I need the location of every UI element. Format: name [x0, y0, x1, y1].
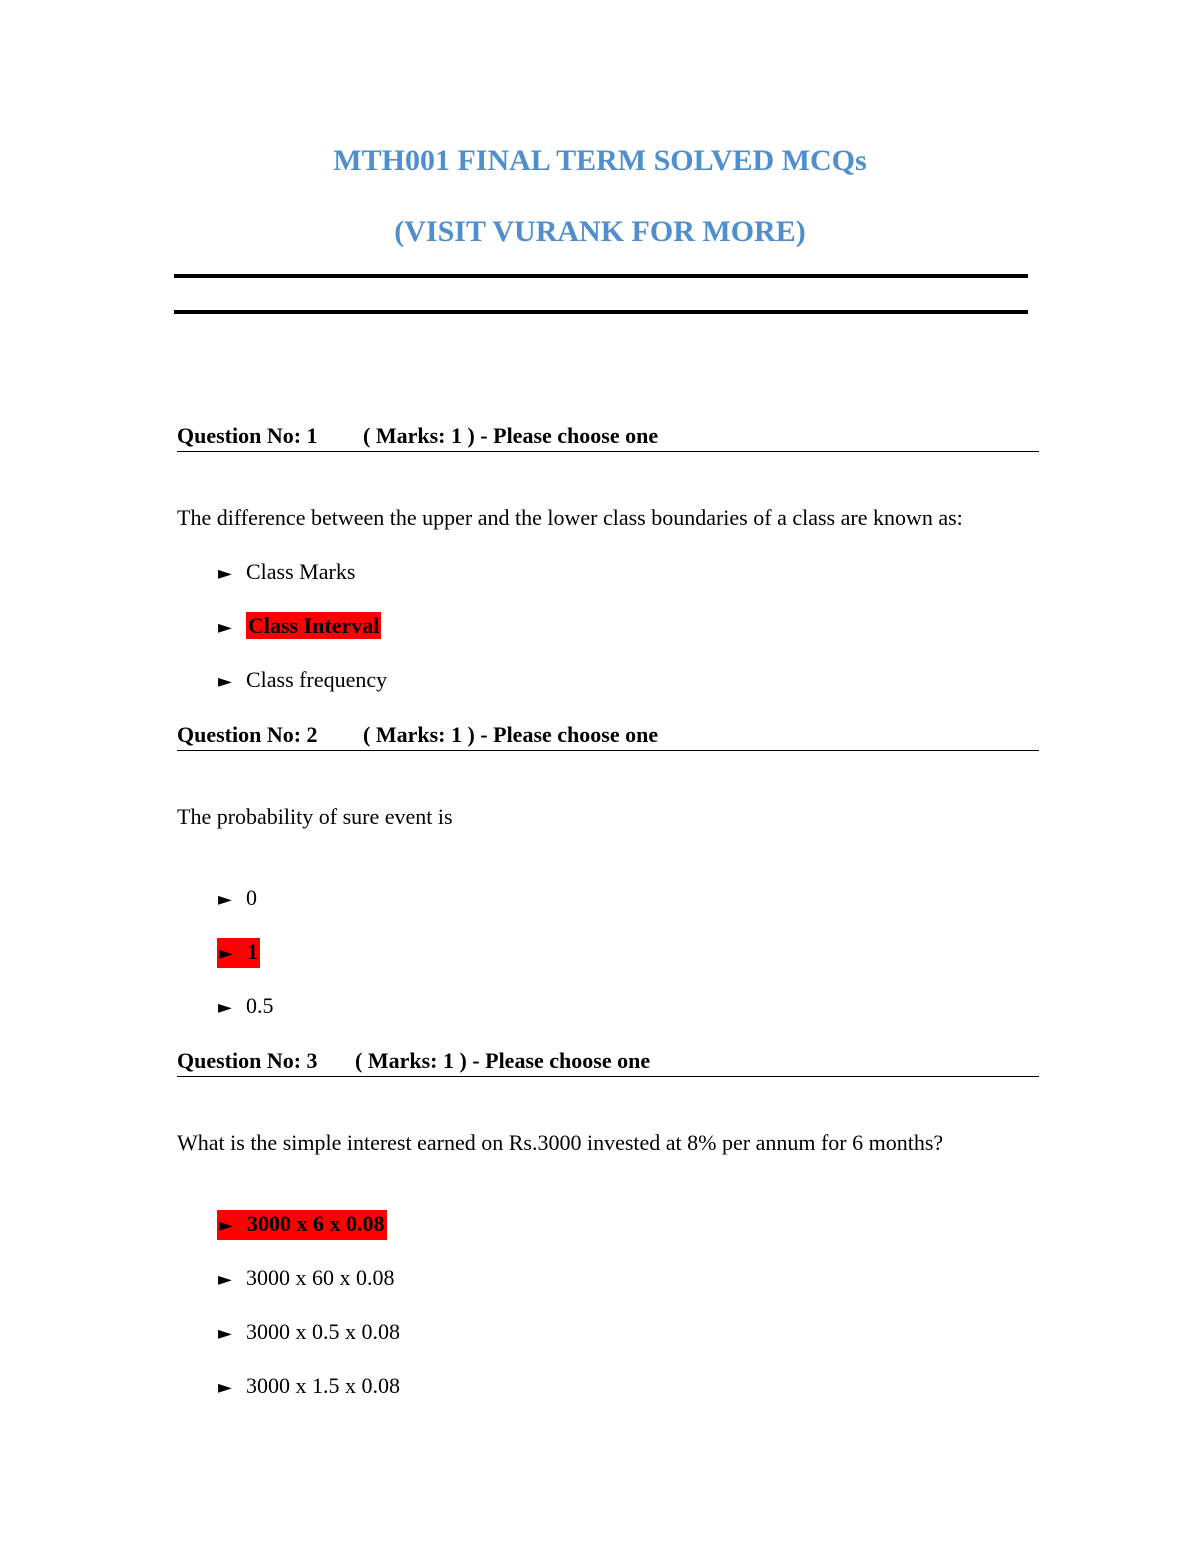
question-number: Question No: 3 [177, 1048, 318, 1073]
document-title: MTH001 FINAL TERM SOLVED MCQs [333, 144, 867, 177]
answer-option[interactable] [218, 884, 257, 914]
question-header [177, 721, 1039, 751]
question-marks: ( Marks: 1 ) - Please choose one [355, 1048, 651, 1073]
triangle-right-icon: ► [218, 671, 232, 692]
triangle-right-icon: ► [218, 1323, 232, 1344]
answer-option-correct[interactable] [217, 938, 260, 968]
option-label: 3000 x 0.5 x 0.08 [246, 1319, 400, 1344]
answer-option[interactable] [218, 666, 387, 696]
option-label: 3000 x 1.5 x 0.08 [246, 1373, 400, 1398]
question-header [177, 422, 1039, 452]
option-label-highlighted: 3000 x 6 x 0.08 [247, 1211, 385, 1236]
option-label: 3000 x 60 x 0.08 [246, 1265, 395, 1290]
document-subtitle: (VISIT VURANK FOR MORE) [394, 215, 806, 248]
question-text: The probability of sure event is [177, 804, 453, 829]
option-label-highlighted: 1 [247, 939, 258, 964]
question-marks: ( Marks: 1 ) - Please choose one [363, 722, 659, 747]
triangle-right-icon: ► [218, 889, 232, 910]
triangle-right-icon: ► [219, 1215, 233, 1236]
horizontal-rule [174, 274, 1028, 278]
option-label: Class Marks [246, 559, 356, 584]
answer-option-correct[interactable] [218, 612, 381, 642]
question-header [177, 1047, 1039, 1077]
triangle-right-icon: ► [218, 997, 232, 1018]
answer-option[interactable] [218, 1264, 395, 1294]
question-number: Question No: 1 [177, 423, 318, 448]
answer-option[interactable] [218, 558, 355, 588]
option-label: 0.5 [246, 993, 274, 1018]
answer-option[interactable] [218, 1372, 400, 1402]
answer-option[interactable] [218, 992, 274, 1022]
horizontal-rule [174, 310, 1028, 314]
triangle-right-icon: ► [218, 1377, 232, 1398]
question-number: Question No: 2 [177, 722, 318, 747]
triangle-right-icon: ► [218, 617, 232, 638]
option-label: Class frequency [246, 667, 388, 692]
question-text: The difference between the upper and the lower class boundaries of a class are known as: [177, 505, 963, 530]
triangle-right-icon: ► [218, 563, 232, 584]
triangle-right-icon: ► [218, 1269, 232, 1290]
triangle-right-icon: ► [219, 943, 233, 964]
option-label-highlighted: Class Interval [248, 613, 380, 638]
answer-option-correct[interactable] [217, 1210, 387, 1240]
answer-option[interactable] [218, 1318, 400, 1348]
option-label: 0 [246, 885, 257, 910]
question-marks: ( Marks: 1 ) - Please choose one [363, 423, 659, 448]
question-text: What is the simple interest earned on Rs.3000 invested at 8% per annum for 6 months? [177, 1130, 944, 1155]
